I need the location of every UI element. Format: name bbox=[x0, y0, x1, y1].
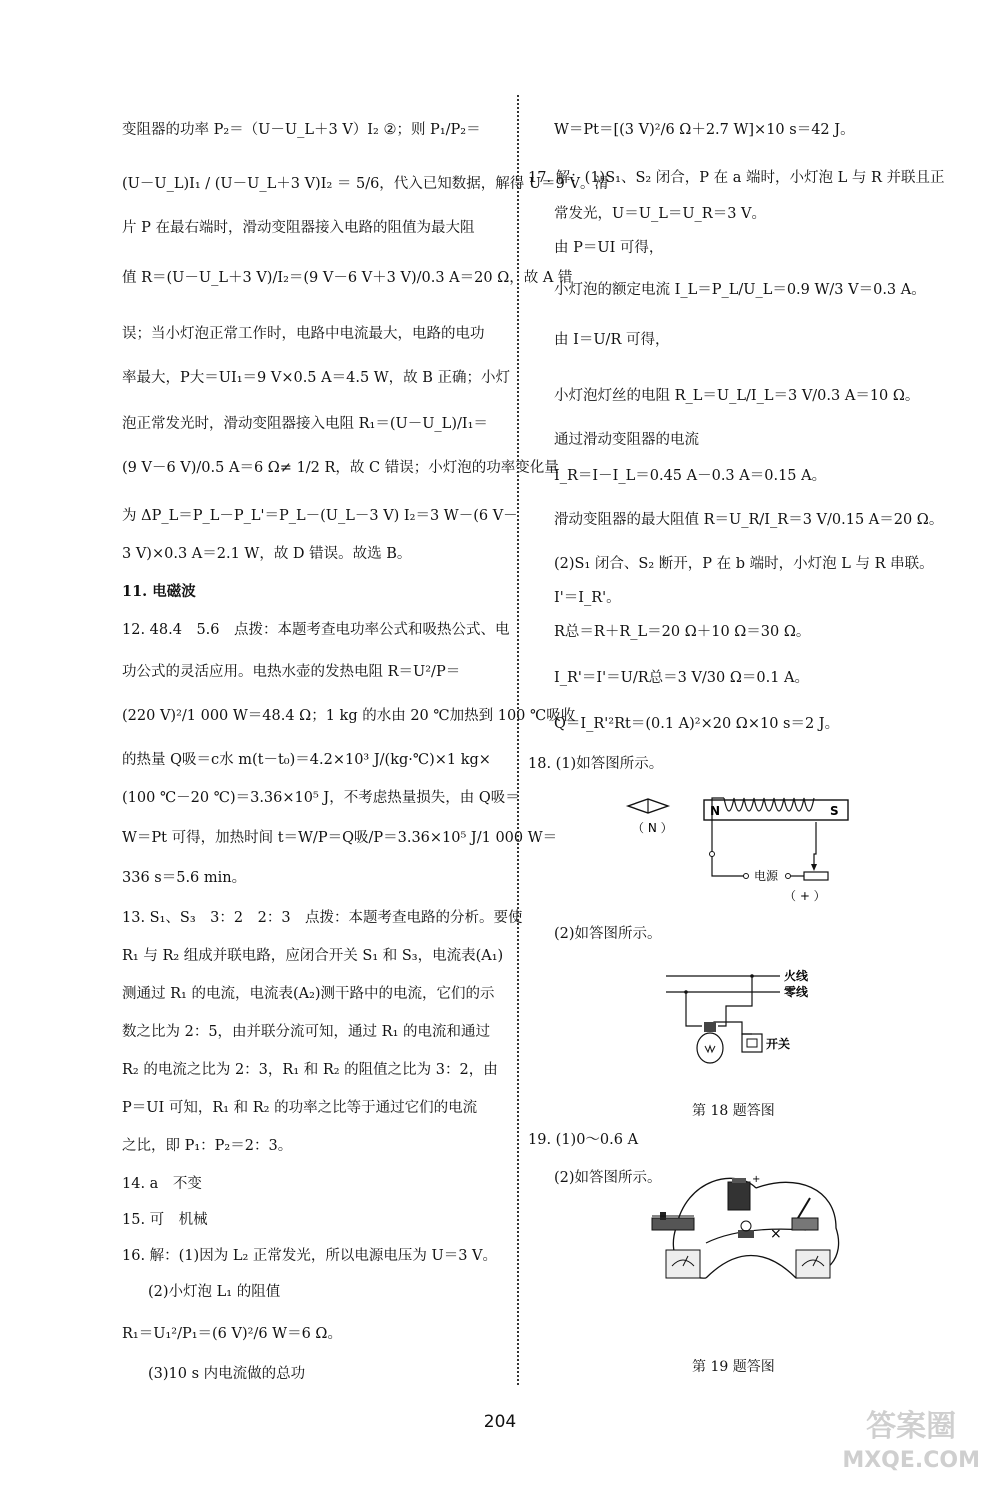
text-line: (220 V)²/1 000 W＝48.4 Ω；1 kg 的水由 20 ℃加热到 100 ℃吸收 bbox=[122, 708, 576, 724]
voltmeter-icon bbox=[796, 1250, 830, 1278]
text-line: 3 V)×0.3 A＝2.1 W，故 D 错误。故选 B。 bbox=[122, 546, 412, 562]
answer-17: 17. 解：(1)S₁、S₂ 闭合，P 在 a 端时，小灯泡 L 与 R 并联且正 bbox=[528, 170, 945, 186]
figure-19-apparatus bbox=[646, 1168, 856, 1288]
text-line: 滑动变阻器的最大阻值 R＝U_R/I_R＝3 V/0.15 A＝20 Ω。 bbox=[554, 512, 944, 528]
switch-label: 开关 bbox=[766, 1037, 791, 1051]
text-line: 误；当小灯泡正常工作时，电路中电流最大，电路的电功 bbox=[122, 326, 485, 342]
answer-11: 11. 电磁波 bbox=[122, 583, 196, 600]
text-line: R总＝R＋R_L＝20 Ω＋10 Ω＝30 Ω。 bbox=[554, 624, 811, 640]
positive-terminal-label: （ + ） bbox=[784, 889, 826, 903]
pole-s-label: S bbox=[830, 804, 839, 818]
answer-14: 14. a 不变 bbox=[122, 1176, 202, 1192]
text-line: 的热量 Q吸＝c水 m(t－t₀)＝4.2×10³ J/(kg·℃)×1 kg× bbox=[122, 752, 491, 768]
answer-19: 19. (1)0～0.6 A bbox=[528, 1132, 639, 1148]
text-line: (U－U_L)I₁ / (U－U_L＋3 V)I₂ ＝ 5/6，代入已知数据，解得 U＝9 V。滑 bbox=[122, 176, 609, 192]
text-line: 336 s＝5.6 min。 bbox=[122, 870, 247, 886]
column-divider bbox=[517, 95, 519, 1385]
figure-18-caption: 第 18 题答图 bbox=[692, 1103, 775, 1119]
answer-12: 12. 48.4 5.6 点拨：本题考查电功率公式和吸热公式、电 bbox=[122, 622, 510, 638]
ammeter-icon bbox=[666, 1250, 700, 1278]
switch-icon bbox=[792, 1198, 818, 1230]
text-line: 为 ΔP_L＝P_L－P_L'＝P_L－(U_L－3 V) I₂＝3 W－(6 V－ bbox=[122, 508, 518, 524]
text-line: 常发光，U＝U_L＝U_R＝3 V。 bbox=[554, 206, 767, 222]
neutral-wire-label: 零线 bbox=[784, 985, 809, 999]
text-line: 小灯泡灯丝的电阻 R_L＝U_L/I_L＝3 V/0.3 A＝10 Ω。 bbox=[554, 388, 920, 404]
text-line: I_R＝I－I_L＝0.45 A－0.3 A＝0.15 A。 bbox=[554, 468, 827, 484]
text-line: 数之比为 2：5，由并联分流可知，通过 R₁ 的电流和通过 bbox=[122, 1024, 491, 1040]
switch-icon bbox=[742, 1034, 762, 1052]
cross-mark: × bbox=[770, 1226, 782, 1242]
text-line: (2)如答图所示。 bbox=[554, 926, 662, 942]
text-line: 由 I＝U/R 可得， bbox=[554, 332, 670, 348]
figure-19-caption: 第 19 题答图 bbox=[692, 1359, 775, 1375]
text-line: 泡正常发光时，滑动变阻器接入电阻 R₁＝(U－U_L)/I₁＝ bbox=[122, 416, 488, 432]
live-wire-label: 火线 bbox=[784, 969, 809, 983]
text-line: (9 V－6 V)/0.5 A＝6 Ω≠ 1/2 R，故 C 错误；小灯泡的功率变化量 bbox=[122, 460, 559, 476]
answer-18: 18. (1)如答图所示。 bbox=[528, 756, 664, 772]
answer-15: 15. 可 机械 bbox=[122, 1212, 208, 1228]
rheostat-icon bbox=[652, 1212, 694, 1230]
text-line: I'＝I_R'。 bbox=[554, 590, 621, 606]
text-line: 率最大，P大＝UI₁＝9 V×0.5 A＝4.5 W，故 B 正确；小灯 bbox=[122, 370, 511, 386]
answer-16: 16. 解：(1)因为 L₂ 正常发光，所以电源电压为 U＝3 V。 bbox=[122, 1248, 498, 1264]
page-number: 204 bbox=[483, 1412, 517, 1432]
text-line: R₁ 与 R₂ 组成并联电路，应闭合开关 S₁ 和 S₃，电流表(A₁) bbox=[122, 948, 504, 964]
light-bulb-icon bbox=[697, 1022, 723, 1063]
bulb-holder-icon bbox=[738, 1221, 754, 1238]
text-line: (2)S₁ 闭合、S₂ 断开，P 在 b 端时，小灯泡 L 与 R 串联。 bbox=[554, 556, 934, 572]
power-source-label: 电源 bbox=[754, 869, 779, 883]
pole-n-label: N bbox=[710, 804, 721, 818]
text-line: (2)小灯泡 L₁ 的阻值 bbox=[148, 1284, 281, 1300]
battery-icon bbox=[728, 1174, 760, 1210]
text-line: Q＝I_R'²Rt＝(0.1 A)²×20 Ω×10 s＝2 J。 bbox=[554, 716, 840, 732]
text-line: 值 R＝(U－U_L＋3 V)/I₂＝(9 V－6 V＋3 V)/0.3 A＝20 Ω，故 A 错 bbox=[122, 270, 573, 286]
text-line: I_R'＝I'＝U/R总＝3 V/30 Ω＝0.1 A。 bbox=[554, 670, 810, 686]
text-line: (2)如答图所示。 bbox=[554, 1170, 662, 1186]
text-line: R₂ 的电流之比为 2：3，R₁ 和 R₂ 的阻值之比为 3：2，由 bbox=[122, 1062, 498, 1078]
svg-text:+: + bbox=[752, 1174, 761, 1185]
text-line: R₁＝U₁²/P₁＝(6 V)²/6 W＝6 Ω。 bbox=[122, 1326, 342, 1342]
figure-18-household-circuit bbox=[662, 962, 832, 1082]
text-line: W＝Pt 可得，加热时间 t＝W/P＝Q吸/P＝3.36×10⁵ J/1 000 W＝ bbox=[122, 830, 558, 846]
text-line: 之比，即 P₁：P₂＝2：3。 bbox=[122, 1138, 293, 1154]
text-line: 片 P 在最右端时，滑动变阻器接入电路的阻值为最大阻 bbox=[122, 220, 475, 236]
compass-label: （ N ） bbox=[632, 821, 673, 835]
text-line: 通过滑动变阻器的电流 bbox=[554, 432, 699, 448]
text-line: P＝UI 可知，R₁ 和 R₂ 的功率之比等于通过它们的电流 bbox=[122, 1100, 478, 1116]
text-line: 由 P＝UI 可得， bbox=[554, 240, 664, 256]
answer-13: 13. S₁、S₃ 3：2 2：3 点拨：本题考查电路的分析。要使 bbox=[122, 910, 523, 926]
text-line: 变阻器的功率 P₂＝（U－U_L＋3 V）I₂ ②；则 P₁/P₂＝ bbox=[122, 122, 481, 138]
text-line: W＝Pt＝[(3 V)²/6 Ω＋2.7 W]×10 s＝42 J。 bbox=[554, 122, 855, 138]
text-line: (3)10 s 内电流做的总功 bbox=[148, 1366, 306, 1382]
figure-18-electromagnet bbox=[620, 796, 860, 906]
text-line: 测通过 R₁ 的电流，电流表(A₂)测干路中的电流，它们的示 bbox=[122, 986, 495, 1002]
text-line: 小灯泡的额定电流 I_L＝P_L/U_L＝0.9 W/3 V＝0.3 A。 bbox=[554, 282, 926, 298]
text-line: 功公式的灵活应用。电热水壶的发热电阻 R＝U²/P＝ bbox=[122, 664, 461, 680]
watermark-logo: 答案圈 MXQE.COM bbox=[842, 1409, 980, 1473]
text-line: (100 ℃－20 ℃)＝3.36×10⁵ J，不考虑热量损失，由 Q吸＝ bbox=[122, 790, 520, 806]
